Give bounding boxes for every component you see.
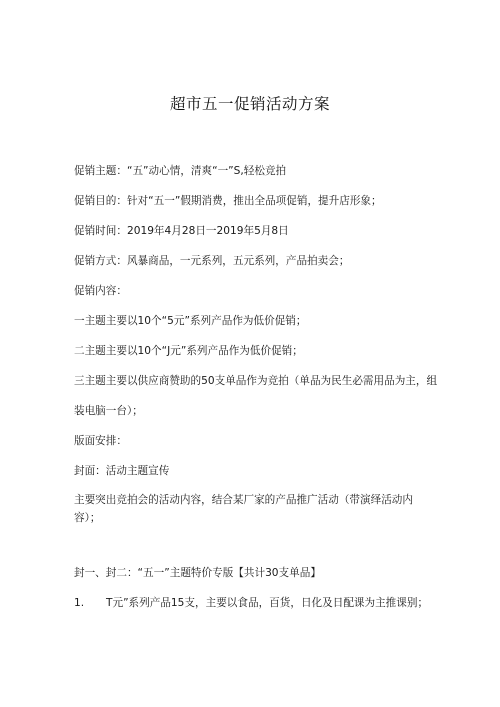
theme-three-continuation: 装电脑一台）；	[74, 405, 143, 417]
document-title: 超市五一促销活动方案	[169, 95, 330, 113]
theme-one-line: 一主题主要以10个“5元”系列产品作为低价促销；	[74, 315, 307, 327]
numbered-item	[74, 596, 434, 610]
promotion-purpose-line: 促销目的：针对“五一”假期消费，推出全品项促销，提升店形象；	[74, 195, 382, 207]
promotion-theme-line: 促销主题：“五”动心情，清爽“一”S,轻松竞拍	[74, 165, 287, 177]
layout-heading: 版面安排：	[74, 435, 127, 447]
theme-two-line: 二主题主要以10个“J元”系列产品作为低价促销；	[74, 345, 303, 357]
inside-cover-heading: 封一、封二：“五一”主题特价专版【共计30支单品】	[74, 567, 321, 579]
theme-three-line: 三主题主要以供应商赞助的50支单品作为竞拍（单品为民生必需用品为主，组	[74, 375, 438, 387]
item-text: T元”系列产品15支，主要以食品，百货，日化及日配课为主推课别；	[106, 597, 429, 609]
promotion-time-line: 促销时间：2019年4月28日一2019年5月8日	[74, 225, 289, 237]
cover-line: 封面：活动主题宣传	[74, 465, 170, 477]
promotion-content-heading: 促销内容：	[74, 285, 127, 297]
item-number: 1.	[74, 597, 85, 609]
cover-description: 主要突出竞拍会的活动内容，结合某厂家的产品推广活动（带演绎活动内容）；	[74, 494, 413, 524]
promotion-method-line: 促销方式：风暴商品，一元系列，五元系列，产品拍卖会；	[74, 255, 350, 267]
